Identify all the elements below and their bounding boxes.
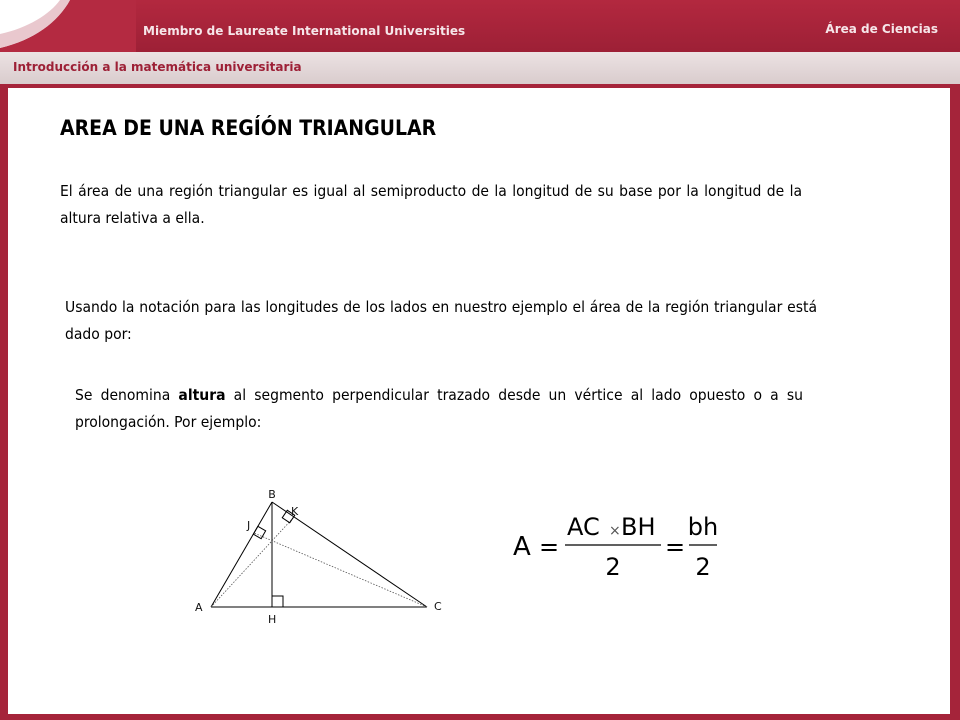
altura-paragraph (75, 382, 803, 436)
definition-paragraph: El área de una región triangular es igual al semiproducto de la longitud de su base por la longitud de la altura relativa a ella. (60, 182, 802, 227)
formula-lhs: A (513, 532, 531, 562)
formula-num2: bh (687, 513, 719, 541)
page-title: AREA DE UNA REGÍÓN TRIANGULAR (60, 116, 437, 140)
course-title: Introducción a la matemática universitaria (13, 60, 302, 74)
label-k: K (291, 505, 299, 518)
right-angle-h-mark (272, 596, 283, 607)
formula-times: × (609, 523, 621, 539)
formula-den2: 2 (695, 553, 711, 581)
label-j: J (247, 519, 251, 532)
formula-num1-ac: AC (567, 513, 600, 541)
label-a: A (195, 601, 203, 614)
formula-num1-bh: BH (621, 513, 656, 541)
member-laureate-text: Miembro de Laureate International Universities (143, 24, 466, 38)
formula-den1: 2 (605, 553, 621, 581)
area-formula (505, 505, 735, 585)
top-header-bar (0, 0, 960, 52)
notation-paragraph: Usando la notación para las longitudes de los lados en nuestro ejemplo el área de la región triangular está dado por: (65, 298, 817, 343)
altura-ak (211, 517, 294, 607)
label-b: B (268, 488, 276, 501)
altura-text-before: Se denomina (75, 386, 179, 404)
altura-bold-word: altura (178, 386, 226, 404)
area-ciencias-text: Área de Ciencias (825, 22, 938, 36)
side-ab (211, 502, 272, 607)
university-logo-icon (0, 0, 136, 52)
label-c: C (434, 600, 442, 613)
altura-text-after: al segmento perpendicular trazado desde un vértice al lado opuesto o a su prolongación. Por ejemplo: (75, 386, 803, 431)
label-h: H (268, 613, 277, 626)
formula-equals-1: = (539, 533, 560, 561)
triangle-diagram (180, 478, 460, 638)
formula-equals-2: = (665, 533, 686, 561)
